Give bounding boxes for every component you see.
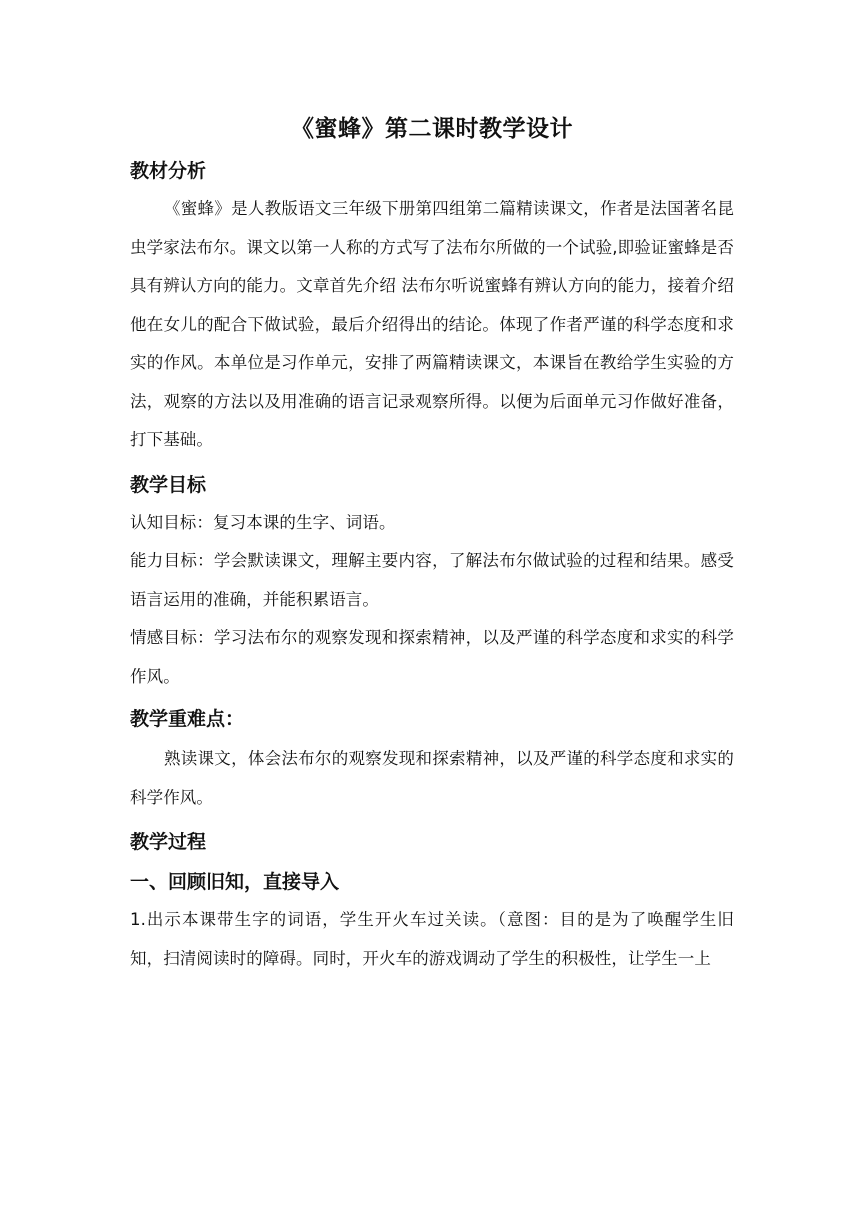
- key-points-paragraph: 熟读课文，体会法布尔的观察发现和探索精神，以及严谨的科学态度和求实的科学作风。: [130, 749, 734, 807]
- section-heading-review: 一、回顾旧知，直接导入: [130, 871, 340, 893]
- review-step-1: 1.出示本课带生字的词语，学生开火车过关读。（意图：目的是为了唤醒学生旧知，扫清阅读时的障碍。同时，开火车的游戏调动了学生的积极性，让学生一上: [130, 910, 734, 968]
- section-heading-process: 教学过程: [130, 831, 207, 853]
- section-heading-analysis: 教材分析: [130, 160, 207, 182]
- objective-cognitive: 认知目标：复习本课的生字、词语。: [130, 512, 396, 532]
- document-content: [130, 108, 734, 978]
- analysis-paragraph: 《蜜蜂》是人教版语文三年级下册第四组第二篇精读课文，作者是法国著名昆虫学家法布尔。课文以第一人称的方式写了法布尔所做的一个试验,即验证蜜蜂是否具有辨认方向的能力。文章首先介绍 法布尔听说蜜蜂有辨认方向的能力，接着介绍他在女儿的配合下做试验，最后介绍得出的结论。体现了作者严谨的科学态度和求实的作风。本单位是习作单元，安排了两篇精读课文，本课旨在教给学生实验的方法，观察的方法以及用准确的语言记录观察所得。以便为后面单元习作做好准备，打下基础。: [130, 199, 734, 449]
- objective-ability: 能力目标：学会默读课文，理解主要内容，了解法布尔做试验的过程和结果。感受语言运用的准确，并能积累语言。: [130, 551, 734, 609]
- document-title: 《蜜蜂》第二课时教学设计: [291, 116, 573, 142]
- section-heading-objectives: 教学目标: [130, 473, 207, 496]
- section-heading-key-points: 教学重难点：: [130, 708, 245, 730]
- objective-emotion: 情感目标：学习法布尔的观察发现和探索精神，以及严谨的科学态度和求实的科学作风。: [130, 628, 734, 686]
